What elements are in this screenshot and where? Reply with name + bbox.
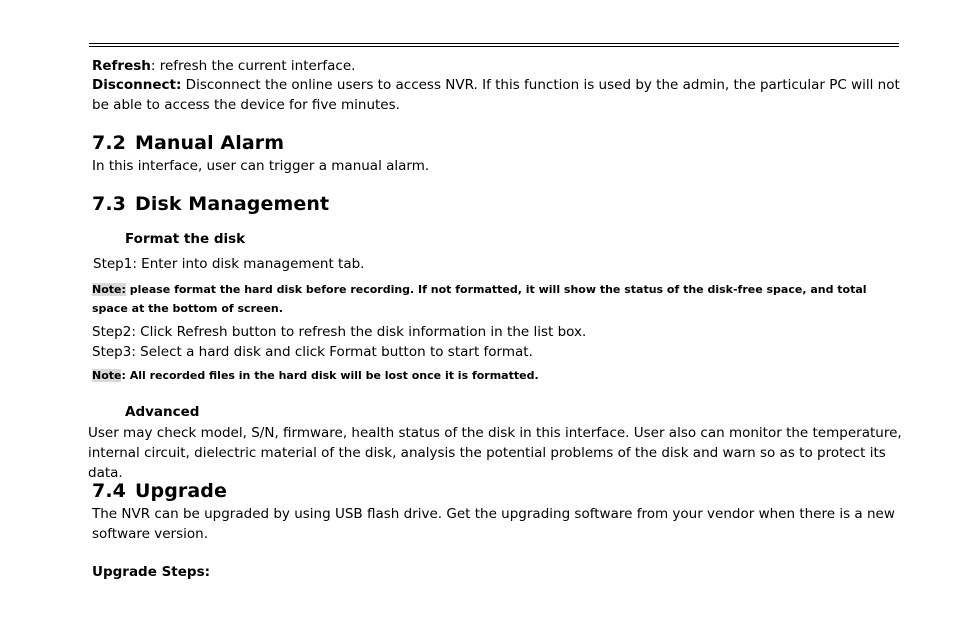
note-text: please format the hard disk before recording. If not formatted, it will show the status of the disk-free space, and total space at the bottom of screen. — [92, 283, 867, 315]
refresh-desc: : refresh the current interface. — [150, 58, 356, 74]
note-format — [92, 280, 904, 318]
upgrade-steps-heading — [92, 562, 902, 582]
note-label: Note — [92, 369, 122, 382]
upgrade-steps-title: Upgrade Steps: — [92, 564, 211, 580]
note-label: Note: — [92, 283, 126, 296]
format-disk-subheading: Format the disk — [125, 231, 246, 247]
step1-text: Step1: Enter into disk management tab. — [93, 256, 365, 272]
advanced-body: User may check model, S/N, firmware, health status of the disk in this interface. User also can monitor the temperature, internal circuit, dielectric material of the disk, analysis the potential problems of the disk and warn so as to protect its data. — [88, 425, 902, 481]
note-text: : All recorded files in the hard disk will be lost once it is formatted. — [121, 369, 539, 382]
header-rule-bottom — [89, 46, 899, 47]
advanced-subheading: Advanced — [125, 404, 200, 420]
section-title: Disk Management — [134, 193, 330, 215]
header-rule-top — [89, 43, 899, 44]
disconnect-desc: Disconnect the online users to access NVR. If this function is used by the admin, the particular PC will not be able to access the device for five minutes. — [92, 77, 900, 113]
section-title: Upgrade — [134, 480, 227, 502]
disconnect-paragraph — [92, 75, 902, 115]
note-lost-files — [92, 366, 904, 385]
section-number: 7.4 — [92, 480, 126, 502]
section-7-2-heading — [92, 132, 284, 154]
disconnect-term: Disconnect: — [92, 77, 182, 93]
section-title: Manual Alarm — [134, 132, 285, 154]
section-7-4-heading — [92, 480, 227, 502]
section-7-3-heading — [92, 193, 329, 215]
step2-text: Step2: Click Refresh button to refresh the disk information in the list box. — [92, 324, 587, 340]
upgrade-body: The NVR can be upgraded by using USB flash drive. Get the upgrading software from your vendor when there is a new software version. — [92, 506, 895, 542]
section-number: 7.2 — [92, 132, 126, 154]
refresh-term: Refresh — [92, 58, 151, 74]
manual-alarm-body: In this interface, user can trigger a manual alarm. — [92, 158, 430, 174]
section-number: 7.3 — [92, 193, 126, 215]
step3-text: Step3: Select a hard disk and click Format button to start format. — [92, 344, 533, 360]
refresh-paragraph — [92, 56, 902, 76]
